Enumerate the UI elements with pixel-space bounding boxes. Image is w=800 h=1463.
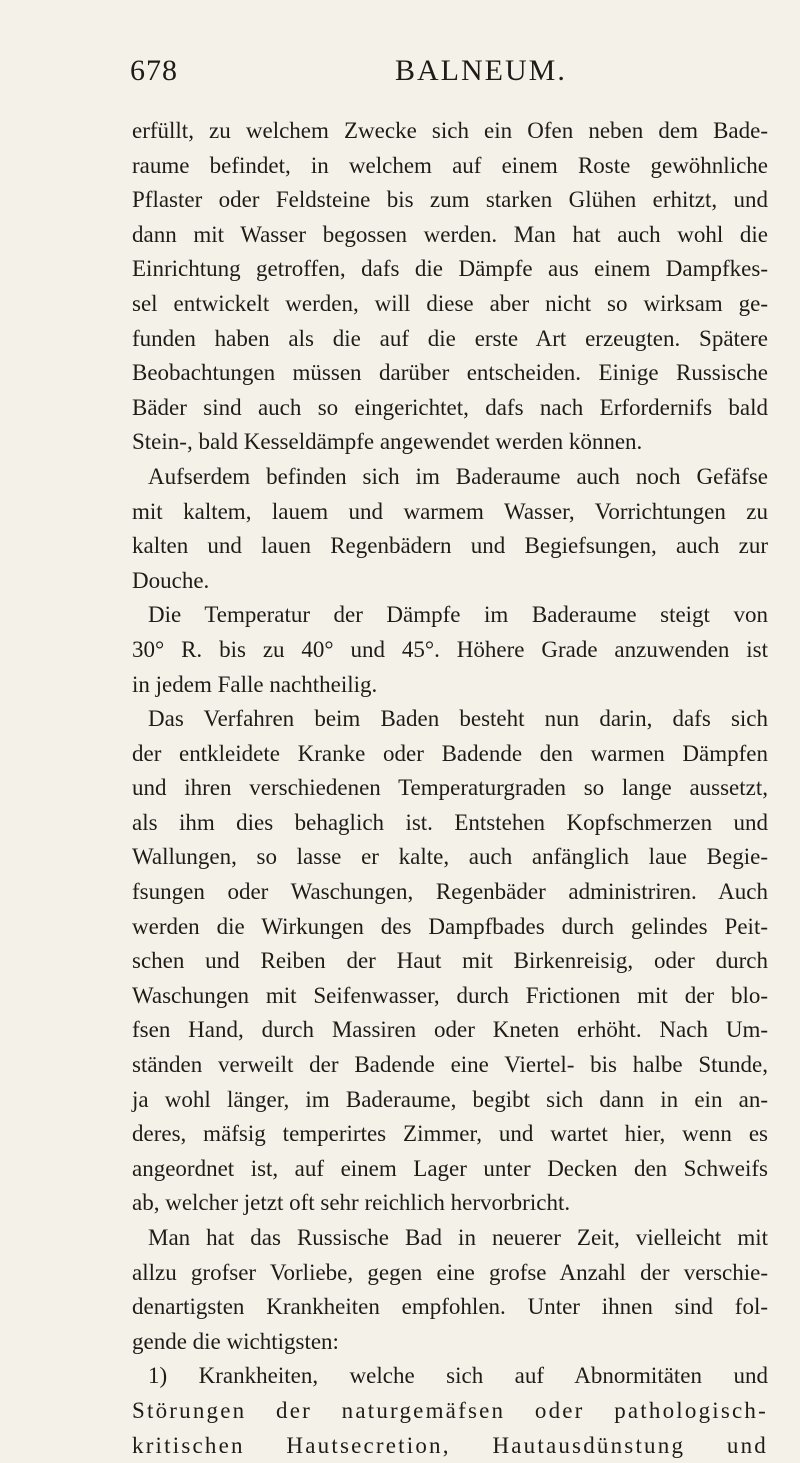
text-line: ja wohl länger, im Baderaume, begibt sich dann in ein an-	[132, 1086, 768, 1112]
text-line: ständen verweilt der Badende eine Viertel- bis halbe Stunde,	[132, 1052, 768, 1078]
text-line: Die Temperatur der Dämpfe im Baderaume steigt von	[148, 602, 768, 628]
text-line: Stein-, bald Kesseldämpfe angewendet werden können.	[132, 429, 643, 455]
text-line: Bäder sind auch so eingerichtet, dafs nach Erfordernifs bald	[132, 394, 768, 420]
text-line: gende die wichtigsten:	[132, 1328, 339, 1354]
text-line: der entkleidete Kranke oder Badende den warmen Dämpfen	[132, 740, 768, 766]
text-line: Aufserdem befinden sich im Baderaume auch noch Gefäfse	[148, 463, 768, 489]
text-line: Douche.	[132, 567, 210, 593]
running-head: BALNEUM.	[395, 54, 567, 87]
body-text	[132, 114, 768, 1463]
text-line: Waschungen mit Seifenwasser, durch Frictionen mit der blo-	[132, 982, 768, 1008]
text-line: funden haben als die auf die erste Art erzeugten. Spätere	[132, 325, 768, 351]
page-number: 678	[130, 54, 178, 87]
text-line: 1) Krankheiten, welche sich auf Abnormitäten und	[148, 1363, 768, 1389]
text-line: Man hat das Russische Bad in neuerer Zeit, vielleicht mit	[148, 1225, 768, 1250]
text-line: angeordnet ist, auf einem Lager unter Decken den Schweifs	[132, 1155, 768, 1181]
text-line: ab, welcher jetzt oft sehr reichlich hervorbricht.	[132, 1190, 571, 1216]
page-header	[0, 54, 800, 94]
text-line: deres, mäfsig temperirtes Zimmer, und wartet hier, wenn es	[132, 1121, 768, 1147]
text-line: Pflaster oder Feldsteine bis zum starken Glühen erhitzt, und	[132, 187, 768, 213]
text-line: und ihren verschiedenen Temperaturgraden so lange aussetzt,	[132, 775, 768, 801]
text-line: in jedem Falle nachtheilig.	[132, 671, 378, 697]
text-line: raume befindet, in welchem auf einem Roste gewöhnliche	[132, 152, 768, 178]
text-line: mit kaltem, lauem und warmem Wasser, Vorrichtungen zu	[132, 498, 768, 524]
text-line: als ihm dies behaglich ist. Entstehen Kopfschmerzen und	[132, 809, 768, 835]
text-line: erfüllt, zu welchem Zwecke sich ein Ofen neben dem Bade-	[132, 118, 768, 143]
text-line: schen und Reiben der Haut mit Birkenreisig, oder durch	[132, 948, 768, 974]
text-line: dann mit Wasser begossen werden. Man hat auch wohl die	[132, 221, 768, 247]
text-line: Das Verfahren beim Baden besteht nun darin, dafs sich	[148, 706, 768, 732]
text-line: fsen Hand, durch Massiren oder Kneten erhöht. Nach Um-	[132, 1017, 768, 1043]
text-line: Beobachtungen müssen darüber entscheiden. Einige Russische	[132, 360, 768, 386]
text-line: 30° R. bis zu 40° und 45°. Höhere Grade anzuwenden ist	[132, 636, 768, 662]
text-line: Einrichtung getroffen, dafs die Dämpfe aus einem Dampfkes-	[132, 256, 768, 282]
text-line: kalten und lauen Regenbädern und Begiefsungen, auch zur	[132, 533, 768, 559]
text-line: Störungen der naturgemäfsen oder pathologisch-	[132, 1397, 768, 1423]
text-line: kritischen Hautsecretion, Hautausdünstung und	[132, 1432, 768, 1458]
text-line: fsungen oder Waschungen, Regenbäder administriren. Auch	[132, 879, 768, 905]
text-line: denartigsten Krankheiten empfohlen. Unter ihnen sind fol-	[132, 1294, 768, 1320]
text-line: sel entwickelt werden, will diese aber nicht so wirksam ge-	[132, 290, 768, 316]
text-line: Wallungen, so lasse er kalte, auch anfänglich laue Begie-	[132, 844, 768, 870]
text-line: werden die Wirkungen des Dampfbades durch gelindes Peit-	[132, 913, 768, 939]
text-line: allzu grofser Vorliebe, gegen eine grofse Anzahl der verschie-	[132, 1259, 768, 1285]
